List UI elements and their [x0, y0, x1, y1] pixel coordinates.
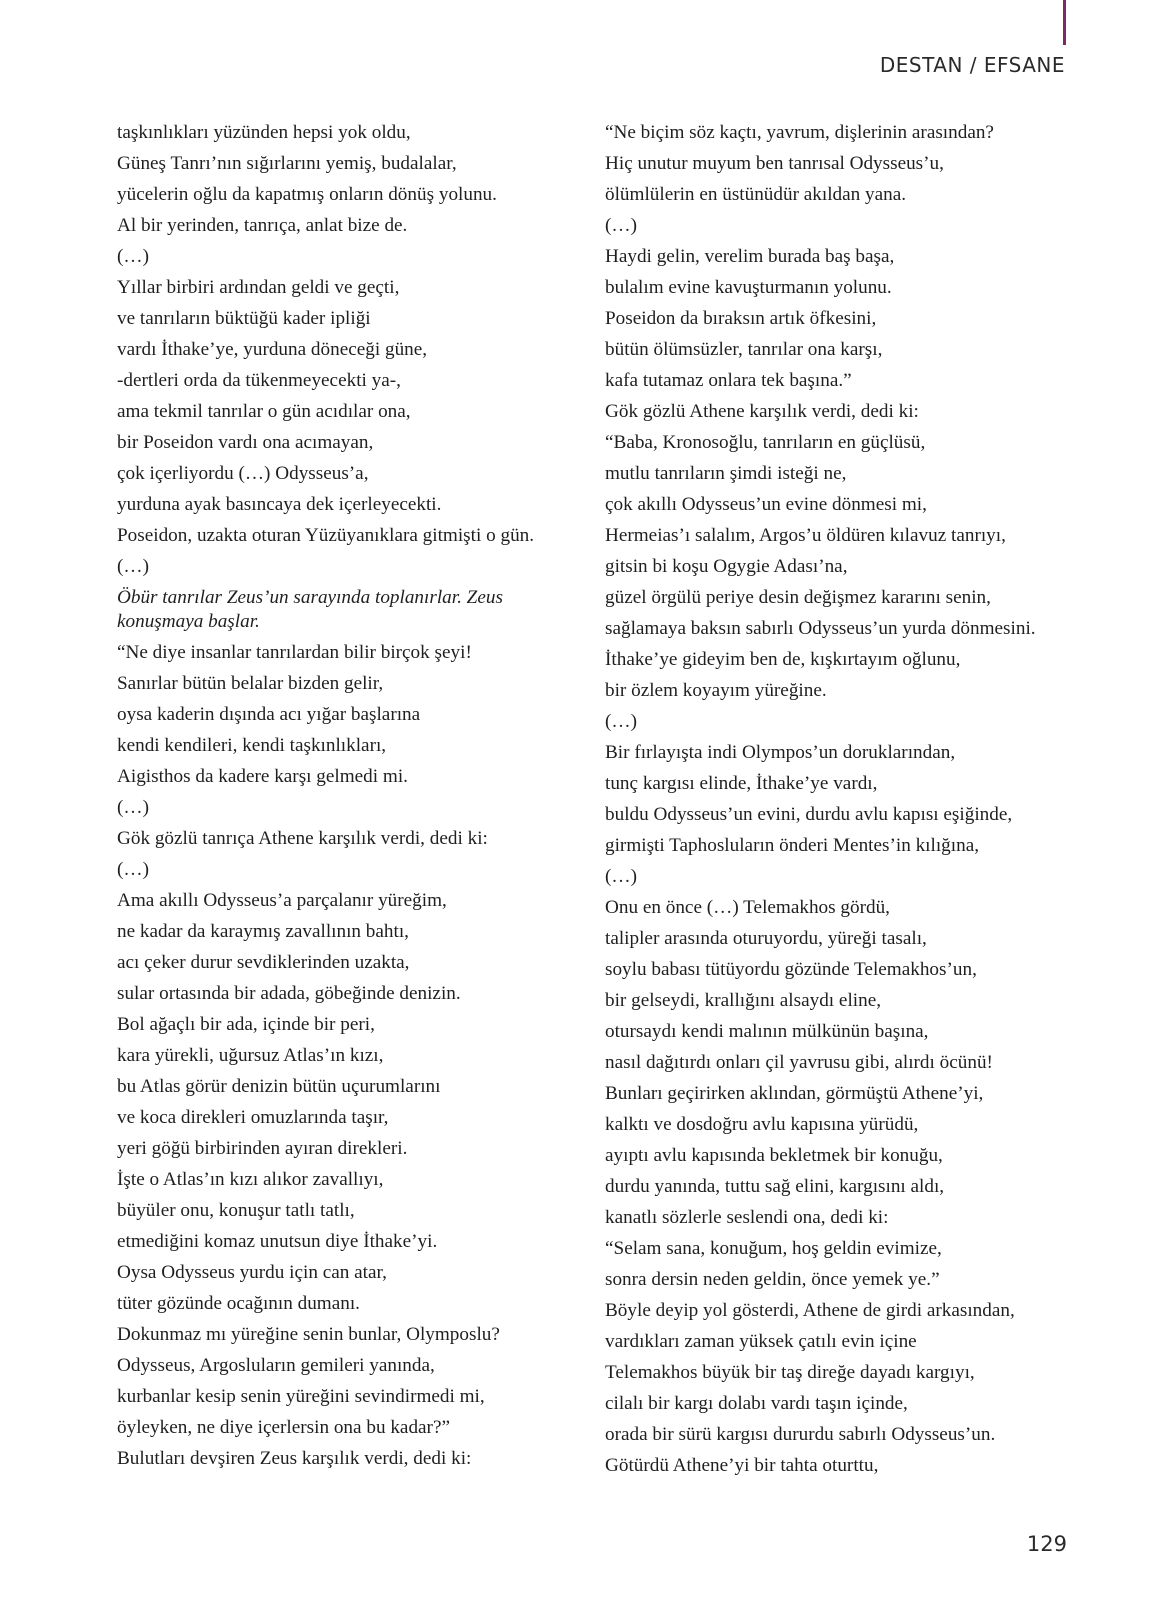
ellipsis-line: (…): [117, 797, 149, 818]
verse-line: ayıptı avlu kapısında bekletmek bir konuğu,: [605, 1145, 943, 1166]
verse-line: Bol ağaçlı bir ada, içinde bir peri,: [117, 1014, 375, 1035]
ellipsis-line: (…): [117, 859, 149, 880]
verse-line: Hiç unutur muyum ben tanrısal Odysseus’u,: [605, 153, 944, 174]
verse-line: ölümlülerin en üstünüdür akıldan yana.: [605, 184, 907, 205]
verse-line: çok akıllı Odysseus’un evine dönmesi mi,: [605, 494, 927, 515]
verse-line: oysa kaderin dışında acı yığar başlarına: [117, 704, 421, 725]
verse-line: ama tekmil tanrılar o gün acıdılar ona,: [117, 401, 411, 422]
verse-line: Dokunmaz mı yüreğine senin bunlar, Olymposlu?: [117, 1324, 500, 1345]
verse-line: İthake’ye gideyim ben de, kışkırtayım oğlunu,: [605, 649, 961, 670]
verse-line: Aigisthos da kadere karşı gelmedi mi.: [117, 766, 408, 787]
verse-line: bir Poseidon vardı ona acımayan,: [117, 432, 374, 453]
verse-line: girmişti Taphosluların önderi Mentes’in kılığına,: [605, 835, 980, 856]
verse-line: tüter gözünde ocağının dumanı.: [117, 1293, 360, 1314]
verse-line: etmediğini komaz unutsun diye İthake’yi.: [117, 1231, 438, 1252]
verse-line: Poseidon da bıraksın artık öfkesini,: [605, 308, 877, 329]
verse-line: soylu babası tütüyordu gözünde Telemakhos’un,: [605, 959, 977, 980]
verse-line: Poseidon, uzakta oturan Yüzüyanıklara gitmişti o gün.: [117, 525, 535, 546]
verse-line: ve koca direkleri omuzlarında taşır,: [117, 1107, 389, 1128]
verse-line: “Selam sana, konuğum, hoş geldin evimize,: [605, 1238, 942, 1259]
verse-line: sular ortasında bir adada, göbeğinde denizin.: [117, 983, 461, 1004]
ellipsis-line: (…): [605, 866, 637, 887]
verse-line: bulalım evine kavuşturmanın yolunu.: [605, 277, 892, 298]
verse-line: kanatlı sözlerle seslendi ona, dedi ki:: [605, 1207, 889, 1228]
verse-line: Hermeias’ı salalım, Argos’u öldüren kılavuz tanrıyı,: [605, 525, 1006, 546]
running-head: DESTAN / EFSANE: [879, 53, 1065, 77]
ellipsis-line: (…): [605, 711, 637, 732]
verse-line: Onu en önce (…) Telemakhos gördü,: [605, 897, 890, 918]
verse-line: çok içerliyordu (…) Odysseus’a,: [117, 463, 369, 484]
verse-line: ve tanrıların büktüğü kader ipliği: [117, 308, 371, 329]
verse-line: Bulutları devşiren Zeus karşılık verdi, dedi ki:: [117, 1448, 472, 1469]
verse-line: kendi kendileri, kendi taşkınlıkları,: [117, 735, 387, 756]
verse-line: Böyle deyip yol gösterdi, Athene de girdi arkasından,: [605, 1300, 1015, 1321]
verse-line: Odysseus, Argosluların gemileri yanında,: [117, 1355, 435, 1376]
verse-line: Al bir yerinden, tanrıça, anlat bize de.: [117, 215, 408, 236]
verse-line: Güneş Tanrı’nın sığırlarını yemiş, budalalar,: [117, 153, 457, 174]
verse-line: Gök gözlü tanrıça Athene karşılık verdi, dedi ki:: [117, 828, 488, 849]
verse-line: yurduna ayak basıncaya dek içerleyecekti.: [117, 494, 442, 515]
verse-line: Bunları geçirirken aklından, görmüştü Athene’yi,: [605, 1083, 984, 1104]
verse-line: bu Atlas görür denizin bütün uçurumlarını: [117, 1076, 441, 1097]
verse-line: vardı İthake’ye, yurduna döneceği güne,: [117, 339, 428, 360]
ellipsis-line: (…): [117, 556, 149, 577]
verse-line: acı çeker durur sevdiklerinden uzakta,: [117, 952, 410, 973]
verse-line: “Ne diye insanlar tanrılardan bilir birçok şeyi!: [117, 642, 472, 663]
verse-line: kafa tutamaz onlara tek başına.”: [605, 370, 852, 391]
verse-line: Götürdü Athene’yi bir tahta oturttu,: [605, 1455, 879, 1476]
verse-line: cilalı bir kargı dolabı vardı taşın içinde,: [605, 1393, 908, 1414]
verse-line: güzel örgülü periye desin değişmez kararını senin,: [605, 587, 991, 608]
verse-line: Telemakhos büyük bir taş direğe dayadı kargıyı,: [605, 1362, 975, 1383]
verse-line: ne kadar da karaymış zavallının bahtı,: [117, 921, 409, 942]
verse-line: vardıkları zaman yüksek çatılı evin içine: [605, 1331, 917, 1352]
left-column: [117, 117, 587, 1474]
verse-line: tunç kargısı elinde, İthake’ye vardı,: [605, 773, 878, 794]
verse-line: kurbanlar kesip senin yüreğini sevindirmedi mi,: [117, 1386, 485, 1407]
verse-line: Oysa Odysseus yurdu için can atar,: [117, 1262, 387, 1283]
verse-line: İşte o Atlas’ın kızı alıkor zavallıyı,: [117, 1169, 384, 1190]
verse-line: Ama akıllı Odysseus’a parçalanır yüreğim,: [117, 890, 447, 911]
verse-line: “Baba, Kronosoğlu, tanrıların en güçlüsü,: [605, 432, 926, 453]
verse-line: yeri göğü birbirinden ayıran direkleri.: [117, 1138, 408, 1159]
page-number: 129: [1026, 1532, 1067, 1556]
verse-line: otursaydı kendi malının mülkünün başına,: [605, 1021, 929, 1042]
stage-direction: Öbür tanrılar Zeus’un sarayında toplanırlar. Zeus konuşmaya başlar.: [117, 587, 503, 632]
verse-line: durdu yanında, tuttu sağ elini, kargısını aldı,: [605, 1176, 945, 1197]
verse-line: gitsin bi koşu Ogygie Adası’na,: [605, 556, 848, 577]
verse-line: “Ne biçim söz kaçtı, yavrum, dişlerinin arasından?: [605, 122, 994, 143]
verse-line: buldu Odysseus’un evini, durdu avlu kapısı eşiğinde,: [605, 804, 1013, 825]
verse-line: büyüler onu, konuşur tatlı tatlı,: [117, 1200, 355, 1221]
verse-line: Bir fırlayışta indi Olympos’un doruklarından,: [605, 742, 956, 763]
verse-line: Yıllar birbiri ardından geldi ve geçti,: [117, 277, 400, 298]
header-accent-rule: [1063, 0, 1066, 45]
verse-line: taşkınlıkları yüzünden hepsi yok oldu,: [117, 122, 411, 143]
verse-line: bir özlem koyayım yüreğine.: [605, 680, 827, 701]
verse-line: kara yürekli, uğursuz Atlas’ın kızı,: [117, 1045, 384, 1066]
ellipsis-line: (…): [605, 215, 637, 236]
verse-line: kalktı ve dosdoğru avlu kapısına yürüdü,: [605, 1114, 919, 1135]
verse-line: sonra dersin neden geldin, önce yemek ye.”: [605, 1269, 940, 1290]
verse-line: bütün ölümsüzler, tanrılar ona karşı,: [605, 339, 883, 360]
ellipsis-line: (…): [117, 246, 149, 267]
verse-line: nasıl dağıtırdı onları çil yavrusu gibi, alırdı öcünü!: [605, 1052, 993, 1073]
verse-line: Sanırlar bütün belalar bizden gelir,: [117, 673, 384, 694]
verse-line: -dertleri orda da tükenmeyecekti ya-,: [117, 370, 401, 391]
verse-line: Haydi gelin, verelim burada baş başa,: [605, 246, 895, 267]
verse-line: yücelerin oğlu da kapatmış onların dönüş yolunu.: [117, 184, 497, 205]
verse-line: öyleyken, ne diye içerlersin ona bu kadar?”: [117, 1417, 450, 1438]
verse-line: mutlu tanrıların şimdi isteği ne,: [605, 463, 847, 484]
verse-line: bir gelseydi, krallığını alsaydı eline,: [605, 990, 882, 1011]
verse-line: Gök gözlü Athene karşılık verdi, dedi ki:: [605, 401, 919, 422]
verse-line: talipler arasında oturuyordu, yüreği tasalı,: [605, 928, 927, 949]
verse-line: orada bir sürü kargısı dururdu sabırlı Odysseus’un.: [605, 1424, 996, 1445]
right-column: [605, 117, 1085, 1481]
verse-line: sağlamaya baksın sabırlı Odysseus’un yurda dönmesini.: [605, 618, 1036, 639]
